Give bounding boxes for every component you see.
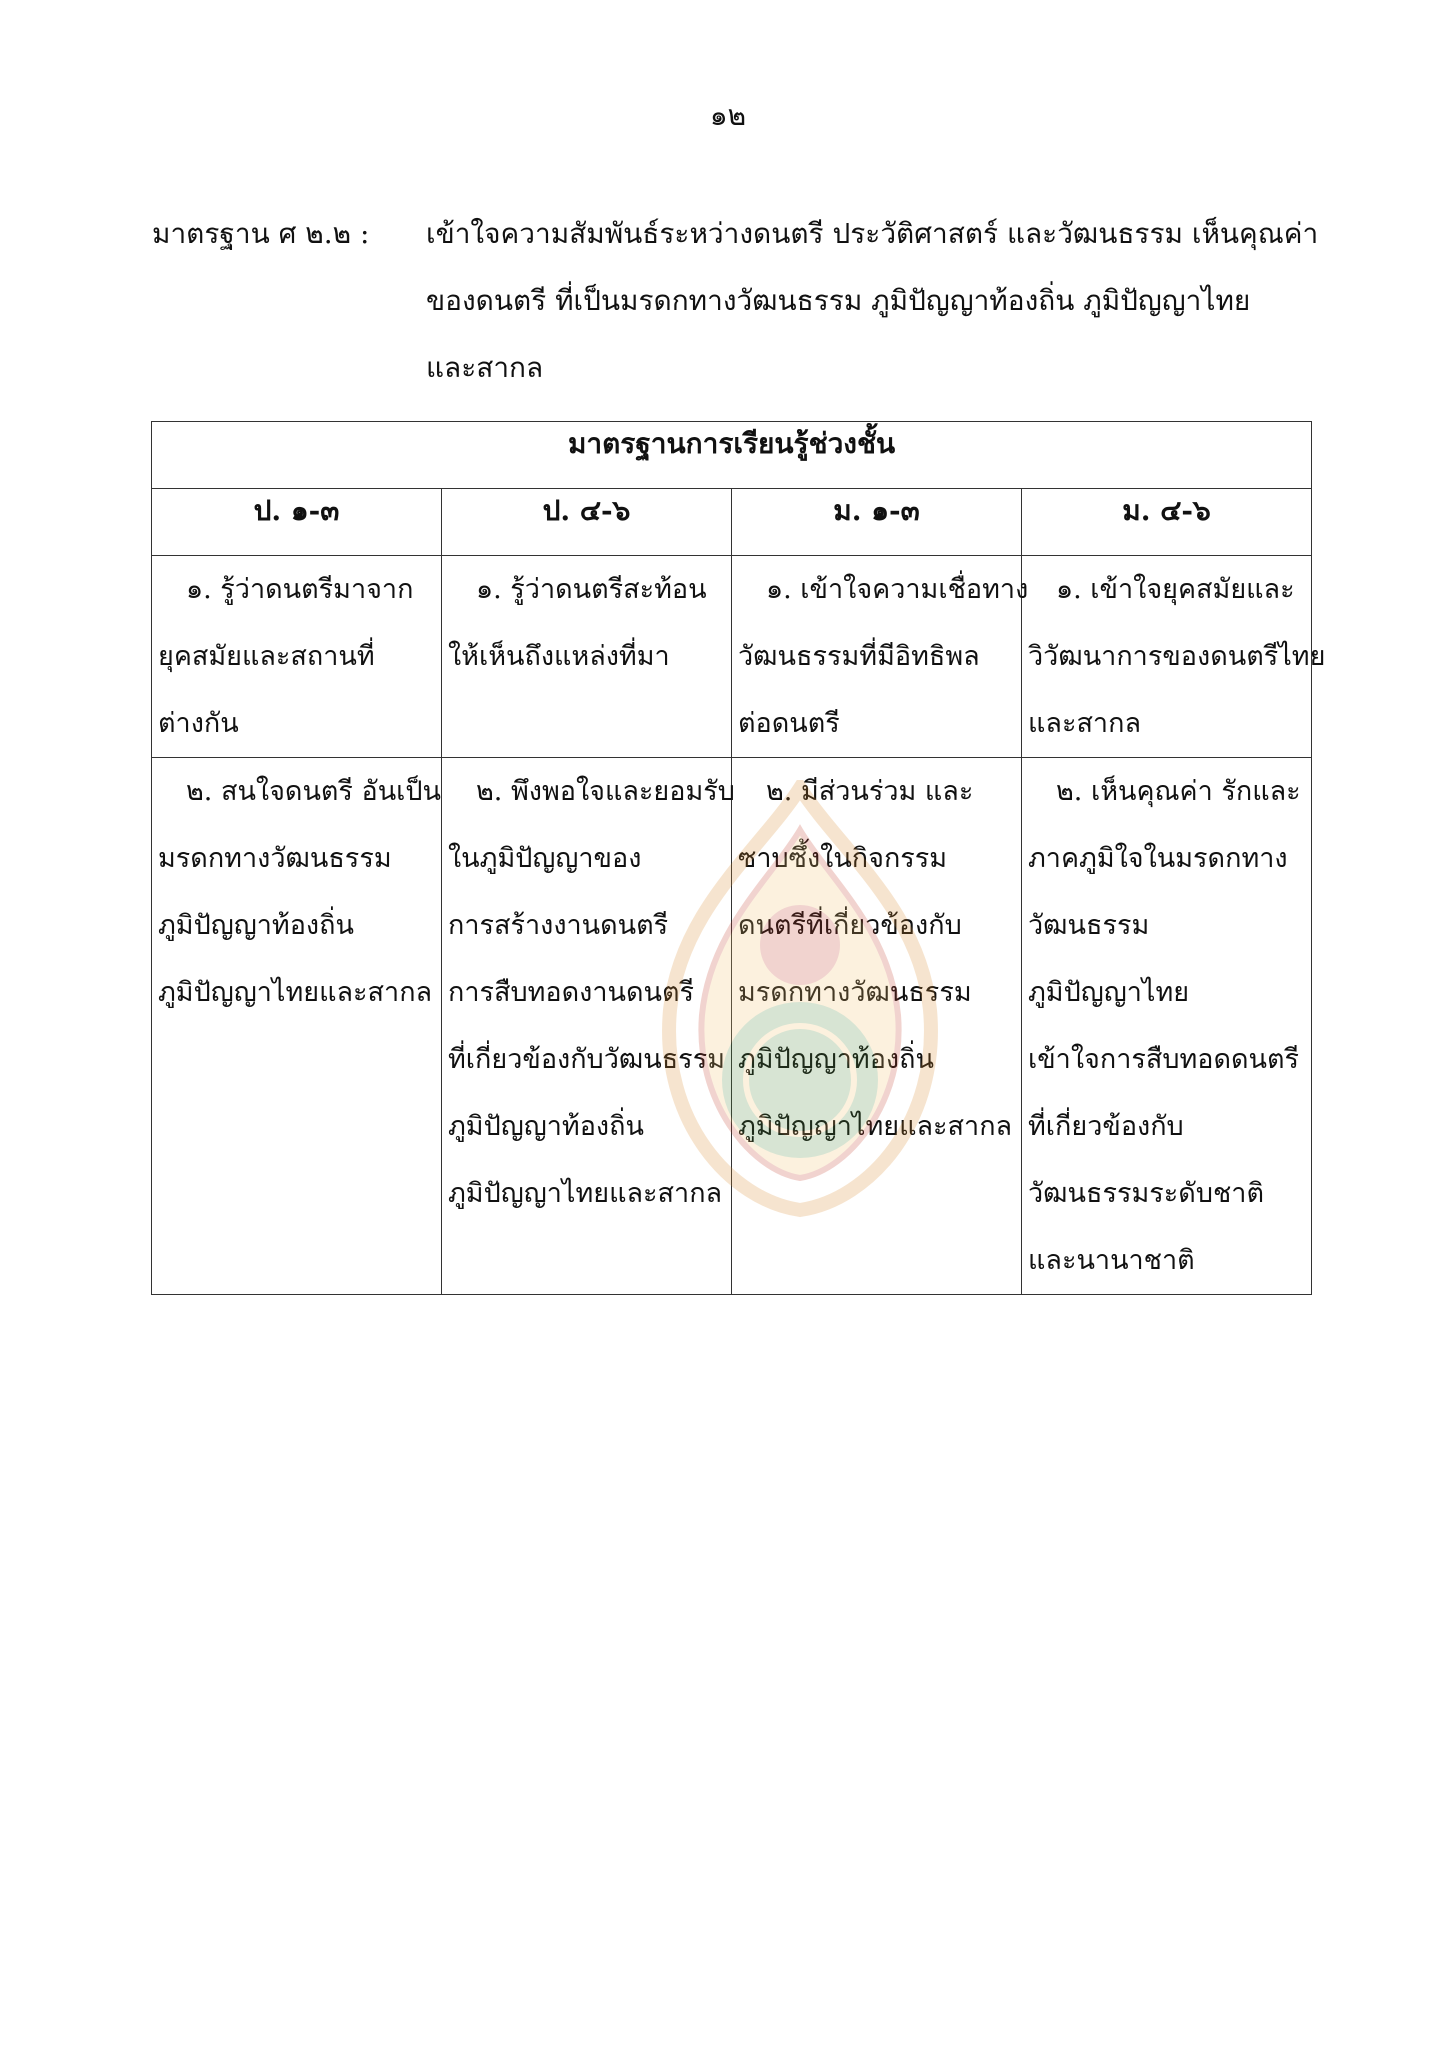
cell-line: ดนตรีที่เกี่ยวข้องกับ xyxy=(738,910,962,941)
cell-line: เข้าใจการสืบทอดดนตรี xyxy=(1028,1044,1300,1075)
cell-line: ๑. เข้าใจยุคสมัยและ xyxy=(1056,574,1295,605)
cell-line: วัฒนธรรมที่มีอิทธิพล xyxy=(738,641,980,672)
cell-line: ที่เกี่ยวข้องกับ xyxy=(1028,1111,1184,1142)
grade-header-row xyxy=(152,489,1312,556)
learning-standards-table xyxy=(151,421,1326,1295)
table-cell xyxy=(1022,758,1312,1295)
cell-line: ต่างกัน xyxy=(158,708,239,739)
cell-line: การสืบทอดงานดนตรี xyxy=(448,977,695,1008)
cell-line: ภูมิปัญญาไทย xyxy=(1028,977,1190,1008)
standard-line: และสากล xyxy=(426,351,544,384)
cell-line: ที่เกี่ยวข้องกับวัฒนธรรม xyxy=(448,1044,725,1075)
table-cell xyxy=(732,556,1029,758)
cell-line: ต่อดนตรี xyxy=(738,708,840,739)
cell-line: ๒. เห็นคุณค่า รักและ xyxy=(1056,776,1301,807)
cell-line: การสร้างงานดนตรี xyxy=(448,910,669,941)
cell-line: ภาคภูมิใจในมรดกทาง xyxy=(1028,843,1288,874)
cell-line: และสากล xyxy=(1028,708,1141,739)
grade-header: ป. ๑-๓ xyxy=(152,489,442,556)
table-cell xyxy=(732,758,1022,1295)
table-cell xyxy=(152,556,442,758)
cell-line: ๒. มีส่วนร่วม และ xyxy=(766,776,974,807)
cell-line: ยุคสมัยและสถานที่ xyxy=(158,641,375,672)
cell-line: ภูมิปัญญาไทยและสากล xyxy=(738,1111,1013,1142)
cell-line: ซาบซึ้งในกิจกรรม xyxy=(738,843,948,874)
cell-line: วิวัฒนาการของดนตรีไทย xyxy=(1028,641,1326,672)
cell-line: ให้เห็นถึงแหล่งที่มา xyxy=(448,641,670,672)
table-cell xyxy=(442,758,735,1295)
cell-line: มรดกทางวัฒนธรรม xyxy=(738,977,972,1008)
table-cell xyxy=(442,556,732,758)
cell-line: ภูมิปัญญาไทยและสากล xyxy=(448,1178,723,1209)
cell-line: ภูมิปัญญาท้องถิ่น xyxy=(448,1111,644,1142)
table-title-row xyxy=(152,422,1312,489)
cell-line: ๒. สนใจดนตรี อันเป็น xyxy=(186,776,442,807)
cell-line: ๑. รู้ว่าดนตรีมาจาก xyxy=(186,574,414,605)
standard-code: มาตรฐาน ศ ๒.๒ : xyxy=(152,217,370,250)
table-cell xyxy=(1022,556,1326,758)
table-cell xyxy=(152,758,442,1295)
table-row xyxy=(152,556,1312,758)
standard-line: ของดนตรี ที่เป็นมรดกทางวัฒนธรรม ภูมิปัญญาท้องถิ่น ภูมิปัญญาไทย xyxy=(426,284,1251,317)
table-row xyxy=(152,758,1312,1295)
cell-line: ๑. เข้าใจความเชื่อทาง xyxy=(766,574,1029,605)
cell-line: วัฒนธรรม xyxy=(1028,910,1150,941)
cell-line: มรดกทางวัฒนธรรม xyxy=(158,843,392,874)
cell-line: ๒. พึงพอใจและยอมรับ xyxy=(476,776,735,807)
table-title: มาตรฐานการเรียนรู้ช่วงชั้น xyxy=(152,422,1312,489)
cell-line: ภูมิปัญญาท้องถิ่น xyxy=(738,1044,934,1075)
cell-line: ๑. รู้ว่าดนตรีสะท้อน xyxy=(476,574,707,605)
page-number: ๑๒ xyxy=(709,99,747,132)
cell-line: ภูมิปัญญาไทยและสากล xyxy=(158,977,433,1008)
cell-line: ในภูมิปัญญาของ xyxy=(448,843,642,874)
cell-line: วัฒนธรรมระดับชาติ xyxy=(1028,1178,1264,1209)
standard-description xyxy=(426,200,1319,401)
grade-header: ม. ๑-๓ xyxy=(732,489,1022,556)
grade-header: ป. ๔-๖ xyxy=(442,489,732,556)
cell-line: และนานาชาติ xyxy=(1028,1245,1195,1276)
cell-line: ภูมิปัญญาท้องถิ่น xyxy=(158,910,354,941)
standard-line: เข้าใจความสัมพันธ์ระหว่างดนตรี ประวัติศาสตร์ และวัฒนธรรม เห็นคุณค่า xyxy=(426,217,1319,250)
grade-header: ม. ๔-๖ xyxy=(1022,489,1312,556)
